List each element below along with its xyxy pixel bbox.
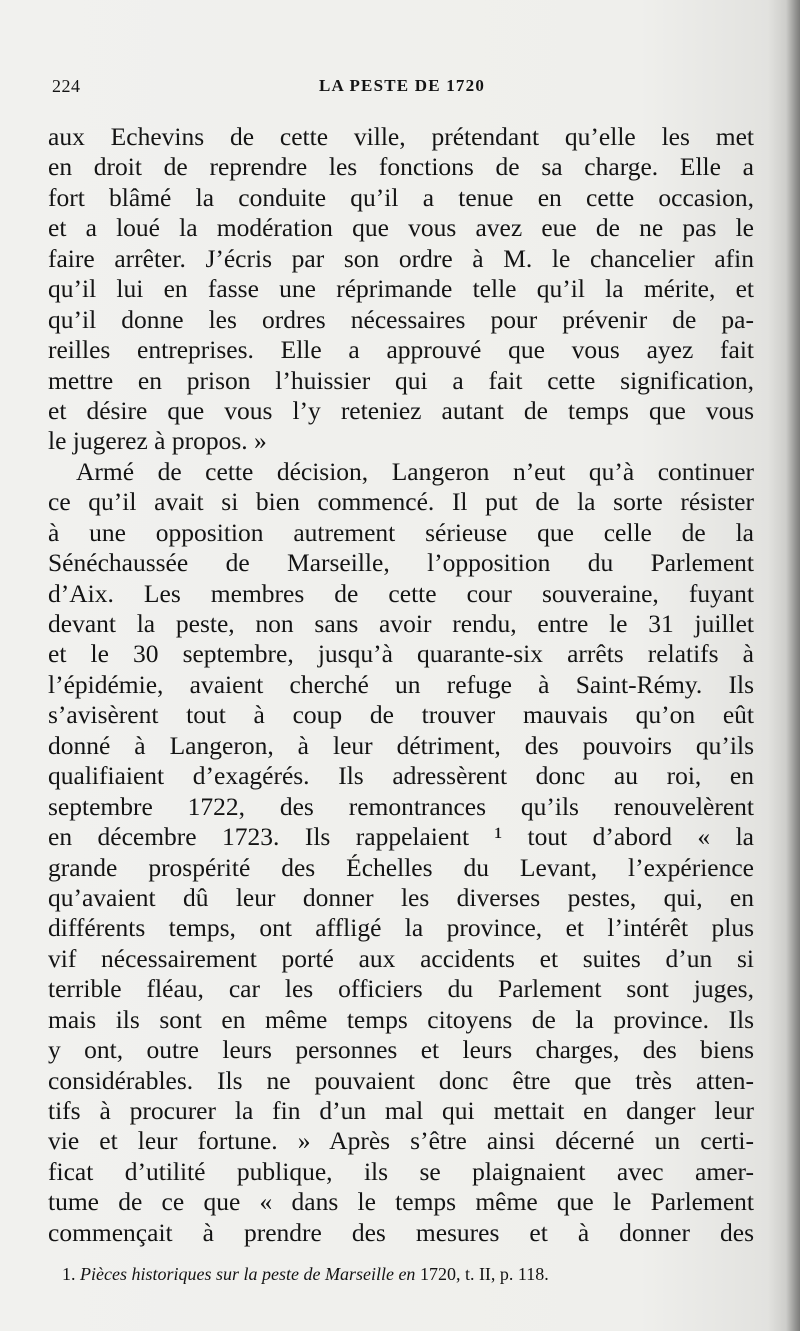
text-line: grande prospérité des Échelles du Levant, l’expérience (48, 852, 754, 882)
text-line: qualifiaient d’exagérés. Ils adressèrent donc au roi, en (48, 761, 754, 791)
text-line: en droit de reprendre les fonctions de sa charge. Elle a (48, 152, 754, 182)
text-line: mettre en prison l’huissier qui a fait cette signification, (48, 365, 754, 395)
text-line: y ont, outre leurs personnes et leurs charges, des biens (48, 1035, 754, 1065)
text-line: tifs à procurer la fin d’un mal qui mettait en danger leur (48, 1096, 754, 1125)
text-line: aux Echevins de cette ville, prétendant qu’elle les met (48, 122, 754, 151)
text-line: vie et leur fortune. » Après s’être ainsi décerné un certi- (48, 1126, 754, 1156)
text-line: terrible fléau, car les officiers du Parlement sont juges, (48, 974, 754, 1004)
footnote-title: Pièces historiques sur la peste de Marseille en (80, 1264, 416, 1284)
footnote (62, 1264, 752, 1285)
text-line: qu’il donne les ordres nécessaires pour prévenir de pa- (48, 304, 754, 334)
text-line: Sénéchaussée de Marseille, l’opposition du Parlement (48, 548, 754, 578)
text-line: d’Aix. Les membres de cette cour souveraine, fuyant (48, 578, 754, 608)
text-line: et désire que vous l’y reteniez autant de temps que vous (48, 395, 754, 425)
text-line: donné à Langeron, à leur détriment, des pouvoirs qu’ils (48, 730, 754, 760)
running-title: LA PESTE DE 1720 (318, 76, 486, 95)
text-line: à une opposition autrement sérieuse que celle de la (48, 517, 754, 547)
text-line: tume de ce que « dans le temps même que le Parlement (48, 1187, 754, 1217)
text-line: Armé de cette décision, Langeron n’eut qu’à continuer (76, 456, 754, 486)
text-line: septembre 1722, des remontrances qu’ils renouvelèrent (48, 791, 754, 821)
text-line: qu’avaient dû leur donner les diverses pestes, qui, en (48, 882, 754, 912)
text-line: fort blâmé la conduite qu’il a tenue en cette occasion, (48, 182, 754, 212)
text-line: devant la peste, non sans avoir rendu, entre le 31 juillet (48, 609, 754, 638)
text-line: ficat d’utilité publique, ils se plaignaient avec amer- (48, 1156, 754, 1186)
text-line: et a loué la modération que vous avez eue de ne pas le (48, 213, 754, 243)
footnote-number: 1. (62, 1264, 76, 1284)
text-line: l’épidémie, avaient cherché un refuge à Saint-Rémy. Ils (48, 669, 754, 699)
text-line: commençait à prendre des mesures et à donner des (48, 1217, 754, 1247)
text-line: le jugerez à propos. » (48, 426, 267, 456)
text-line: qu’il lui en fasse une réprimande telle qu’il la mérite, et (48, 274, 754, 304)
text-line: faire arrêter. J’écris par son ordre à M. le chancelier afin (48, 243, 754, 273)
text-line: différents temps, ont affligé la province, et l’intérêt plus (48, 913, 754, 943)
body-text (48, 122, 754, 1248)
text-line: et le 30 septembre, jusqu’à quarante-six arrêts relatifs à (48, 639, 754, 669)
page-edge-shadow (786, 0, 800, 1331)
text-line: mais ils sont en même temps citoyens de la province. Ils (48, 1004, 754, 1034)
text-line: ce qu’il avait si bien commencé. Il put de la sorte résister (48, 487, 754, 517)
text-line: vif nécessairement porté aux accidents et suites d’un si (48, 943, 754, 973)
footnote-reference: 1720, t. II, p. 118. (415, 1264, 549, 1284)
text-line: considérables. Ils ne pouvaient donc être que très atten- (48, 1065, 754, 1095)
text-line: reilles entreprises. Elle a approuvé que vous ayez fait (48, 335, 754, 365)
text-line: s’avisèrent tout à coup de trouver mauvais qu’on eût (48, 700, 754, 730)
text-line: en décembre 1723. Ils rappelaient ¹ tout d’abord « la (48, 822, 754, 852)
page-number: 224 (52, 76, 81, 96)
running-header (52, 76, 752, 104)
